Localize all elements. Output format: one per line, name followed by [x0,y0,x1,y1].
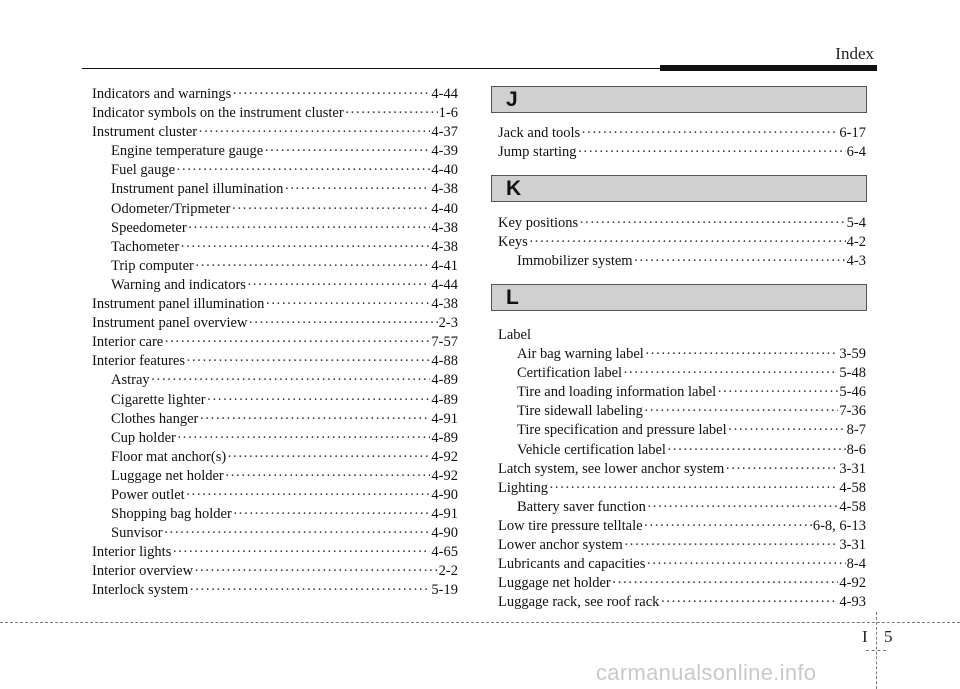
dot-leader [225,467,431,486]
page-number: 5 [884,627,893,646]
entry-page: 4-44 [431,276,458,293]
index-entry [92,200,458,219]
dot-leader [529,233,846,252]
entry-page: 4-40 [431,200,458,217]
dot-leader [207,391,431,410]
entry-title: Tire sidewall labeling [517,403,643,420]
dot-leader [645,345,839,364]
section-letter-j: J [506,88,518,111]
entry-title: Floor mat anchor(s) [111,448,227,465]
dot-leader [227,448,430,467]
dot-leader [549,479,838,498]
index-entry [498,383,866,402]
entry-title: Tire and loading information label [517,384,717,401]
index-entry [92,257,458,276]
dot-leader [623,364,838,383]
footer-crop-hline [866,650,886,651]
dot-leader [176,161,430,180]
entry-title: Key positions [498,215,579,231]
dot-leader [717,383,838,402]
index-entry [498,402,866,421]
entry-title: Sunvisor [111,525,163,542]
entry-page: 4-41 [431,257,458,274]
entry-title: Instrument panel illumination [92,296,265,313]
dot-leader [646,555,845,574]
index-entry [498,326,866,345]
entry-title: Air bag warning label [517,346,644,363]
index-entry [92,448,458,467]
dot-leader [248,314,437,333]
index-entry [92,505,458,524]
dot-leader [195,257,431,276]
index-entry [92,238,458,257]
entry-title: Power outlet [111,486,185,503]
index-entry [92,410,458,429]
entry-page: 6-8, 6-13 [812,517,866,534]
entry-page: 4-58 [839,479,866,496]
entry-title: Keys [498,234,528,251]
section-letter-l: L [506,286,519,309]
dot-leader [624,536,839,555]
dot-leader [164,524,431,543]
index-entry [92,142,458,161]
index-entry [92,467,458,486]
entry-page: 4-89 [431,391,458,408]
dot-leader [186,486,431,505]
entry-page: 3-31 [839,460,866,477]
section-l-entries [498,326,866,612]
entry-title: Clothes hanger [111,410,199,427]
entry-title: Luggage net holder [498,575,611,592]
entry-page: 7-57 [431,334,458,351]
entry-title: Interior care [92,334,164,351]
entry-page: 4-37 [431,124,458,141]
entry-page: 4-3 [846,253,866,270]
entry-page: 7-36 [839,403,866,420]
entry-page: 2-2 [438,563,458,580]
entry-page: 4-44 [431,86,458,102]
entry-title: Instrument panel overview [92,315,248,332]
index-entry [92,486,458,505]
index-entry [498,517,866,536]
dot-leader [284,180,430,199]
index-entry [92,581,458,600]
entry-page: 6-4 [846,144,866,161]
dot-leader [198,123,430,142]
dot-leader [232,85,430,104]
entry-page: 6-17 [839,125,866,141]
dot-leader [151,371,431,390]
entry-title: Warning and indicators [111,276,246,293]
index-entry [92,85,458,104]
entry-title: Low tire pressure telltale [498,517,643,534]
dot-leader [172,543,430,562]
entry-page: 4-90 [431,486,458,503]
entry-title: Interior features [92,353,185,370]
index-entry [498,143,866,162]
dot-leader [581,124,838,143]
entry-title: Interlock system [92,582,189,599]
entry-page: 8-6 [846,441,866,458]
index-entry [92,219,458,238]
entry-title: Luggage rack, see roof rack [498,594,660,611]
index-entry [92,123,458,142]
dot-leader [164,333,430,352]
dot-leader [194,562,438,581]
index-entry [92,391,458,410]
index-entry [498,345,866,364]
dot-leader [667,441,846,460]
dot-leader [725,460,838,479]
dot-leader [180,238,430,257]
entry-page: 4-40 [431,162,458,179]
entry-page: 3-59 [839,346,866,363]
entry-page: 5-48 [839,365,866,382]
entry-page: 1-6 [438,105,458,122]
dot-leader [186,352,430,371]
index-entry [498,536,866,555]
entry-page: 4-92 [431,448,458,465]
entry-title: Lighting [498,479,548,496]
index-entry [92,429,458,448]
dot-leader [264,142,430,161]
footer-rule [0,622,960,623]
entry-page: 4-38 [431,181,458,198]
dot-leader [647,498,839,517]
index-entry [92,314,458,333]
dot-leader [265,295,430,314]
entry-title: Shopping bag holder [111,506,232,523]
index-entry [92,180,458,199]
section-header-l [491,284,867,311]
dot-leader [578,143,846,162]
entry-page: 4-88 [431,353,458,370]
entry-page: 4-93 [839,594,866,611]
entry-title: Certification label [517,365,623,382]
index-entry [498,364,866,383]
dot-leader [233,505,431,524]
dot-leader [199,410,430,429]
index-entry [92,104,458,123]
entry-page: 4-92 [839,575,866,592]
entry-title: Battery saver function [517,498,646,515]
entry-title: Engine temperature gauge [111,143,264,160]
section-header-j [491,86,867,113]
entry-page: 4-89 [431,372,458,389]
entry-title: Cup holder [111,429,176,446]
entry-title: Indicator symbols on the instrument cluster [92,105,344,122]
dot-leader [644,517,812,536]
dot-leader [660,593,838,612]
dot-leader [634,252,846,271]
entry-title: Luggage net holder [111,467,224,484]
section-k-entries [498,214,866,271]
index-entry [92,543,458,562]
entry-page: 4-91 [431,410,458,427]
index-entry [498,498,866,517]
entry-title: Cigarette lighter [111,391,206,408]
entry-page: 4-91 [431,506,458,523]
dot-leader [579,214,846,233]
entry-title: Fuel gauge [111,162,176,179]
entry-page: 4-2 [846,234,866,251]
entry-page: 4-39 [431,143,458,160]
dot-leader [247,276,430,295]
dot-leader [345,104,438,123]
entry-title: Jack and tools [498,125,581,141]
dot-leader [177,429,431,448]
header-title: Index [835,44,874,63]
index-entry [92,371,458,390]
entry-title: Latch system, see lower anchor system [498,460,725,477]
index-entry [92,276,458,295]
entry-page: 8-7 [846,422,866,439]
index-entry [92,352,458,371]
entry-title: Odometer/Tripmeter [111,200,231,217]
dot-leader [188,219,431,238]
index-entry [498,574,866,593]
entry-title: Vehicle certification label [517,441,666,458]
entry-page: 4-58 [839,498,866,515]
entry-title: Lower anchor system [498,537,623,554]
entry-title: Trip computer [111,257,194,274]
index-entry [498,441,866,460]
index-entry [498,460,866,479]
index-entry [498,421,866,440]
entry-title: Instrument panel illumination [111,181,284,198]
entry-title: Instrument cluster [92,124,198,141]
entry-page: 3-31 [839,537,866,554]
index-entry [92,562,458,581]
entry-page: 4-90 [431,525,458,542]
index-column-left [92,85,458,601]
index-entry [92,295,458,314]
index-entry [498,555,866,574]
dot-leader [728,421,846,440]
entry-title: Tachometer [111,238,180,255]
chapter-number: I [862,627,868,646]
dot-leader [644,402,838,421]
entry-page: 2-3 [438,315,458,332]
entry-page: 8-4 [846,556,866,573]
index-entry [498,214,866,233]
entry-page: 4-38 [431,296,458,313]
entry-page: 5-19 [431,582,458,599]
index-entry [92,524,458,543]
section-letter-k: K [506,177,522,200]
entry-title: Indicators and warnings [92,86,232,102]
index-entry [498,124,866,143]
entry-title: Label [498,327,532,343]
entry-title: Speedometer [111,219,187,236]
index-entry [498,233,866,252]
index-entry [498,593,866,612]
entry-title: Immobilizer system [517,253,633,270]
entry-page: 5-4 [846,215,866,231]
entry-title: Jump starting [498,144,577,161]
entry-page: 4-38 [431,238,458,255]
entry-page: 5-46 [839,384,866,401]
index-entry [498,479,866,498]
dot-leader [189,581,430,600]
entry-title: Lubricants and capacities [498,556,646,573]
entry-title: Interior overview [92,563,194,580]
header-bar [660,65,877,71]
entry-title: Tire specification and pressure label [517,422,727,439]
section-header-k [491,175,867,202]
entry-page: 4-89 [431,429,458,446]
entry-title: Interior lights [92,544,172,561]
entry-page: 4-38 [431,219,458,236]
index-entry [92,161,458,180]
section-j-entries [498,124,866,162]
dot-leader [612,574,839,593]
entry-title: Astray [111,372,150,389]
index-entry [92,333,458,352]
entry-page: 4-65 [431,544,458,561]
dot-leader [231,200,430,219]
index-entry [498,252,866,271]
entry-page: 4-92 [431,467,458,484]
watermark-text: carmanualsonline.info [596,660,817,685]
